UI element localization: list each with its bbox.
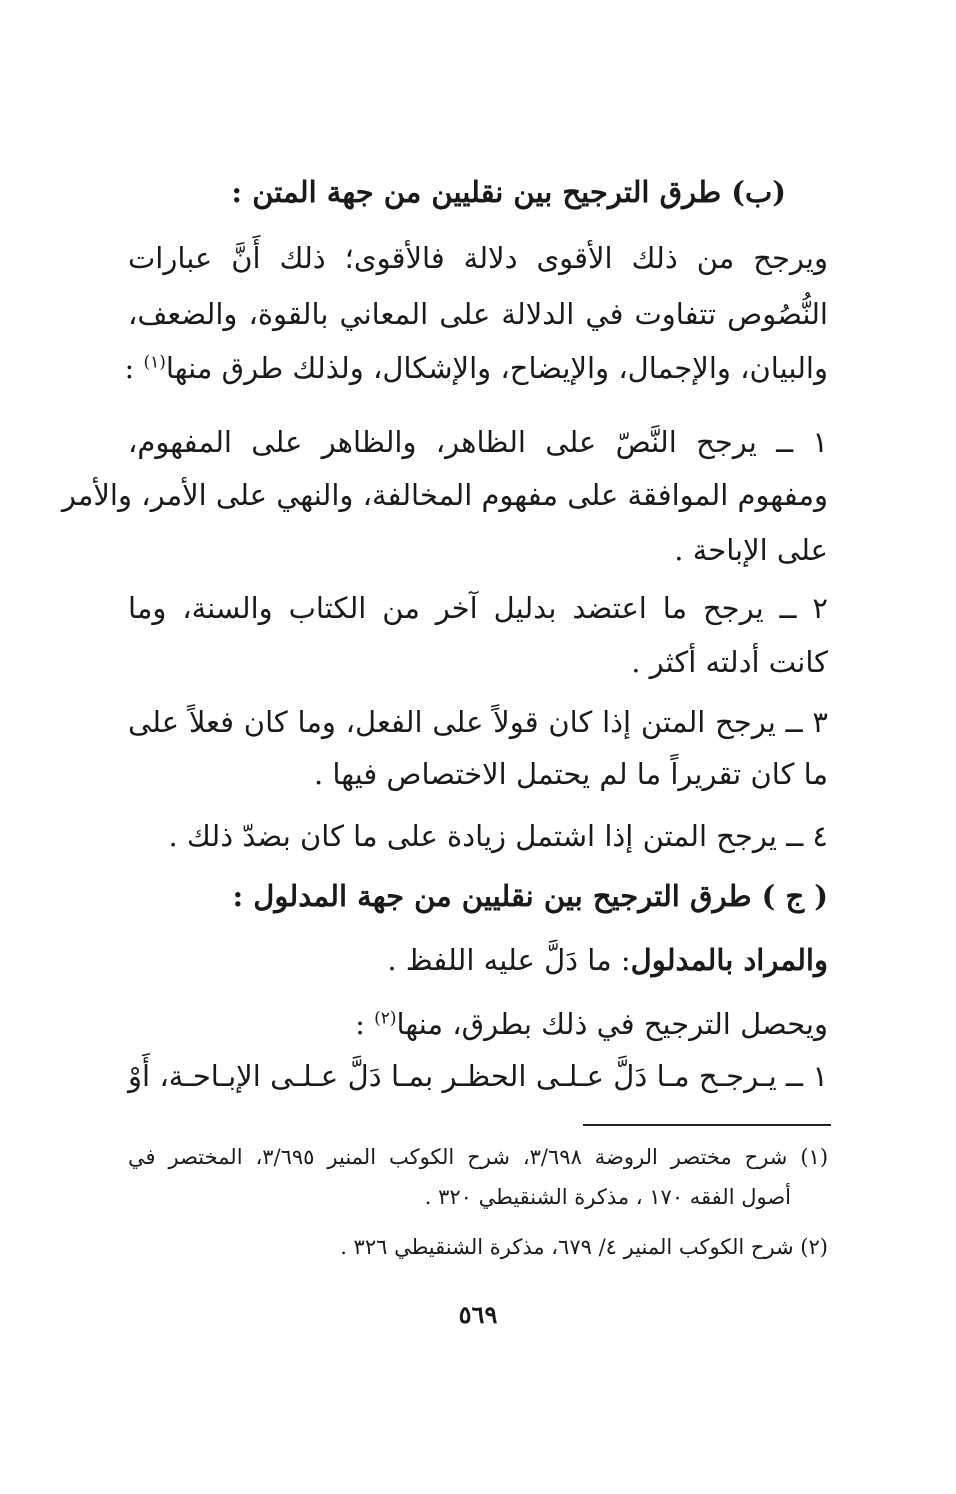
section-c-heading: ( ج ) طرق الترجيح بين نقليين من جهة المدلول :: [232, 879, 828, 913]
footnote-1-line: (١) شرح مختصر الروضة ٣/٦٩٨، شرح الكوكب المنير ٣/٦٩٥، المختصر في: [128, 1145, 829, 1169]
paragraph-text: والبيان، والإجمال، والإيضاح، والإشكال، ولذلك طرق منها: [165, 351, 828, 385]
definition-text: : ما دَلَّ عليه اللفظ .: [387, 943, 631, 977]
footnote-separator: [583, 1124, 831, 1126]
colon: :: [355, 1007, 375, 1041]
section-b-heading: (ب) طرق الترجيح بين نقليين من جهة المتن :: [231, 175, 786, 209]
footnote-2-line: (٢) شرح الكوكب المنير ٤/ ٦٧٩، مذكرة الشنقيطي ٣٢٦ .: [340, 1235, 828, 1259]
footnote-1-line: أصول الفقه ١٧٠ ، مذكرة الشنقيطي ٣٢٠ .: [424, 1185, 791, 1209]
list-item-2-line: كانت أدلته أكثر .: [631, 645, 828, 679]
list-item-3-line: ٣ ــ يرجح المتن إذا كان قولاً على الفعل، وما كان فعلاً على: [128, 705, 828, 739]
definition-label: والمراد بالمدلول: [630, 943, 828, 977]
list-item-1-line: ومفهوم الموافقة على مفهوم المخالفة، والنهي على الأمر، والأمر: [61, 478, 828, 512]
list-item-1-line: على الإباحة .: [674, 533, 828, 567]
colon: :: [124, 351, 144, 385]
list-item-1-line: ١ ــ يرجح النَّصّ على الظاهر، والظاهر على المفهوم،: [128, 425, 828, 459]
list-item-3-line: ما كان تقريراً ما لم يحتمل الاختصاص فيها .: [313, 757, 828, 791]
list-item-4-line: ٤ ــ يرجح المتن إذا اشتمل زيادة على ما كان بضدّ ذلك .: [168, 819, 828, 853]
paragraph-line-last: [124, 346, 828, 390]
paragraph-line: النُّصُوص تتفاوت في الدلالة على المعاني بالقوة، والضعف،: [128, 297, 828, 331]
page-number: ٥٦٩: [458, 1300, 498, 1329]
ways-line: [128, 1002, 828, 1046]
definition-line: [128, 938, 828, 982]
footnote-ref-2: (٢): [374, 1008, 397, 1029]
footnote-ref-1: (١): [143, 352, 166, 373]
list-item-2-line: ٢ ــ يرجح ما اعتضد بدليل آخر من الكتاب والسنة، وما: [128, 591, 828, 625]
paragraph-line: ويرجح من ذلك الأقوى دلالة فالأقوى؛ ذلك أَنَّ عبارات: [128, 241, 828, 275]
section-c-item-1-line: ١ ــ يـرجـح مـا دَلَّ عـلـى الحظـر بمـا دَلَّ عـلـى الإبـاحـة، أَوْ: [128, 1059, 828, 1093]
ways-text: ويحصل الترجيح في ذلك بطرق، منها: [396, 1007, 828, 1041]
